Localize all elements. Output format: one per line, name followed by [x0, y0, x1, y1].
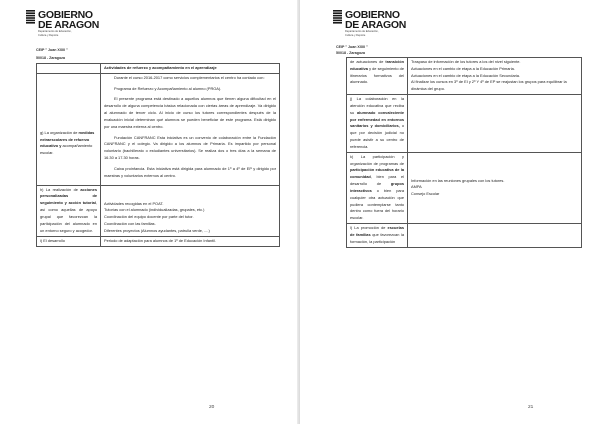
row-content [408, 95, 582, 153]
school-city: 50018 - Zaragoza [36, 56, 65, 60]
row-header: Actividades de refuerzo y acompañamiento en el aprendizaje [101, 64, 280, 74]
school-name: CEIP " Juan XXIII " [36, 48, 68, 52]
logo-sub2: Cultura y Deporte [38, 33, 59, 37]
table-row [347, 58, 582, 95]
logo-sub1: Departamento de Educación, [38, 30, 72, 33]
table-row [347, 224, 582, 247]
logo-line1: GOBIERNO [38, 9, 93, 21]
row-label [37, 64, 101, 74]
logo-line2: DE ARAGON [345, 18, 407, 31]
activities-table-left [36, 63, 280, 247]
row-content: Traspaso de información de los tutores a los del nivel siguiente. Actuaciones en el cambio de etapa a la Educación Primaria. Actuaciones en el cambio de etapa a la Educación Secundaria. Al finalizar los cursos en 3º de EI y 2º Y 4º de EP se reajustan los grupos para equilibrar la dinámica del grupo. [408, 58, 582, 95]
table-row [347, 152, 582, 223]
page-number: 20 [209, 405, 215, 410]
logo-sub1: Departamento de Educación, [345, 30, 379, 33]
logo-line2: DE ARAGON [38, 18, 100, 31]
table-row [37, 73, 280, 185]
row-label: g) La organización de medidas extraescolares de refuerzo educativo y acompañamiento escolar. [37, 73, 101, 185]
row-label: k) La participación y organización de programas de participación educativa de la comunidad, bien para el desarrollo de grupos interactivos o bien para cualquier otra actuación que pudiera contemplarse tanto dentro como fuera del horario escolar. [347, 152, 408, 223]
row-content: Periodo de adaptación para alumnos de 1º de Educación Infantil. [101, 236, 280, 246]
logo-sub2: Cultura y Deporte [345, 33, 366, 37]
row-label: de actuaciones de transición educativa y de seguimiento de itinerarios formativos del alumnado. [347, 58, 408, 95]
logo-line1: GOBIERNO [345, 9, 400, 21]
table-row [37, 64, 280, 74]
table-row [347, 95, 582, 153]
school-name: CEIP " Juan XXIII " [336, 45, 368, 49]
page-right [300, 0, 600, 424]
row-content [408, 224, 582, 247]
row-label: h) La realización de acciones personalizadas de seguimiento y acción tutorial, así como aquellas de apoyo grupal que favorezcan la participación del alumnado en un entorno seguro y acogedor. [37, 185, 101, 236]
row-label: i) El desarrollo [37, 236, 101, 246]
activities-table-right [346, 57, 582, 248]
gobierno-aragon-logo [26, 10, 99, 37]
row-label: l) La promoción de escuelas de familias que favorezcan la formación, la participación [347, 224, 408, 247]
aragon-crest-icon [26, 10, 35, 25]
row-content: Información en las reuniones grupales con los tutores. AMPA Consejo Escolar [408, 152, 582, 223]
table-row [37, 236, 280, 246]
aragon-crest-icon [333, 10, 342, 25]
school-city: 50018 - Zaragoza [336, 51, 365, 55]
gobierno-aragon-logo [333, 10, 406, 37]
table-row [37, 185, 280, 236]
page-number: 21 [528, 405, 534, 410]
row-content: Actividades recogidas en el POAT. Tutorías con el alumnado (individualizadas, grupales, etc.) Coordinación del equipo docente por parte del tutor. Coordinación con las familias. Diferentes proyectos (Alumnos ayudantes, patrulla verde, ....) [101, 185, 280, 236]
row-content: Durante el curso 2016-2017 como servicios complementarios el centro ha contado con: Programa de Refuerzo y Acompañamiento al alumno (PROA). El presente programa está destinado a aquellos alumnos que tienen alguna dificultad en el desarrollo de alguna competencia básica relacionada con ciertas áreas de aprendizaje. Va dirigido al alumnado de tercer ciclo. Al inicio de curso los tutores correspondientes después de la evaluación inicial determinan qué alumnos se pueden beneficiar de este programa. Está dirigido por una maestra externa al centro. Fundación CANFRANC Esta iniciativa es un convenio de colaboración entre la Fundación CANFRANC y el colegio. Va dirigido a los alumnos de Primaria. Es impartido por personal voluntario (bachillerato o estudiantes universitarios). Se realiza dos o tres días a la semana de 16.30 a 17.30 horas. Caixa proinfancia. Esta iniciativa está dirigida para alumnado de 1º a 4º de EP y dirigido por maestras y voluntarios externos al centro. [101, 73, 280, 185]
row-label: j) La colaboración en la atención educativa que reciba su alumnado convaleciente por enfermedad en entornos sanitarios y domiciliarios, o que por decisión judicial no puede asistir a su centro de referencia. [347, 95, 408, 153]
